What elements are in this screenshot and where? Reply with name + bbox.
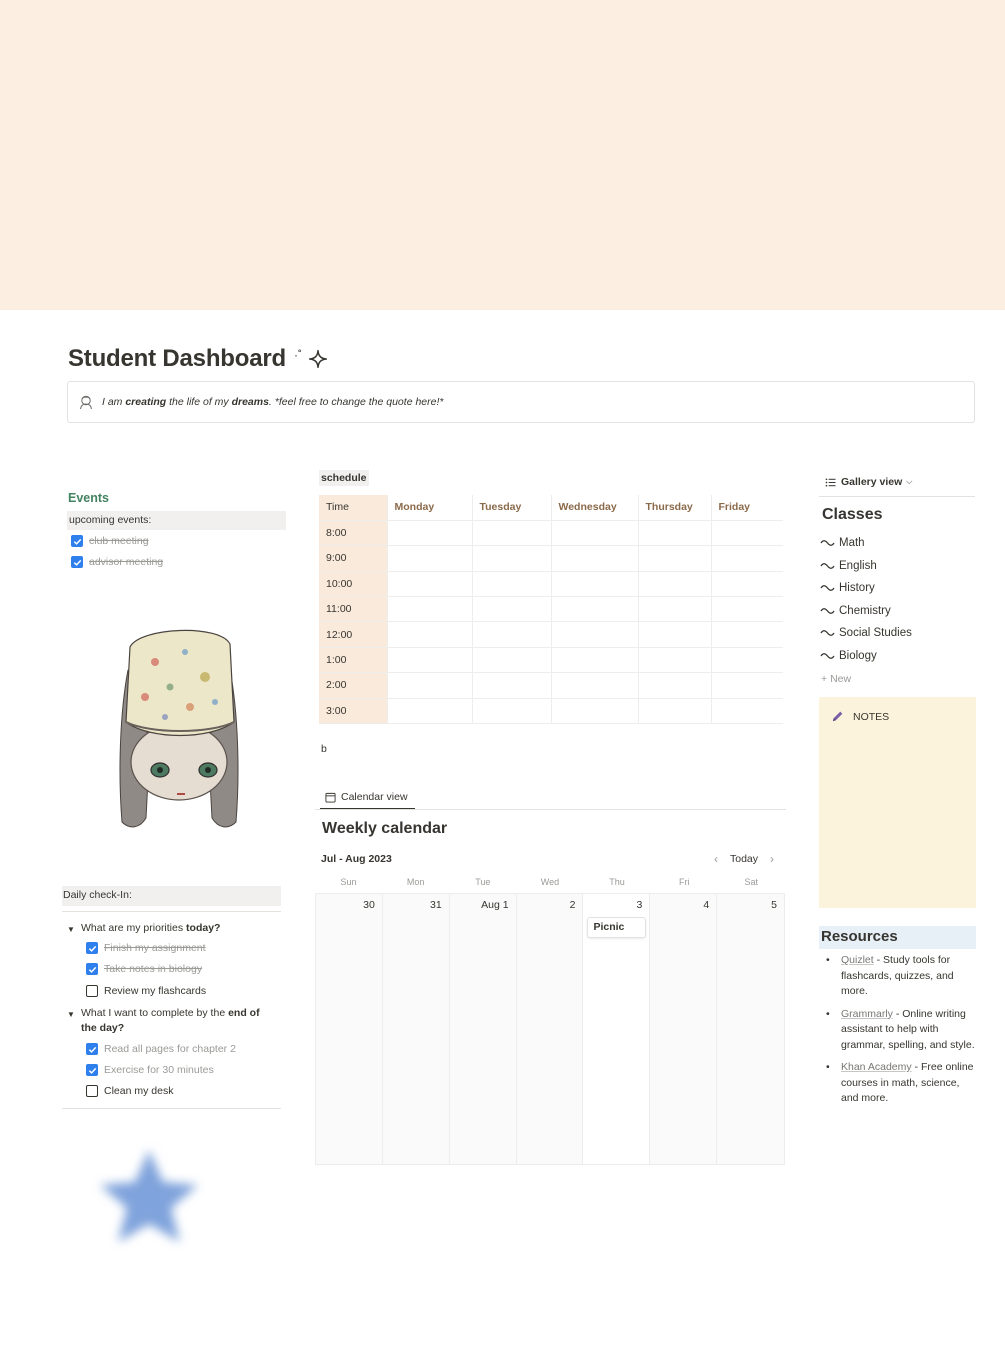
- table-cell[interactable]: [638, 597, 711, 622]
- table-cell[interactable]: [638, 698, 711, 723]
- title-decoration: ·˚: [293, 348, 302, 362]
- notes-callout[interactable]: [819, 697, 976, 908]
- table-cell[interactable]: [638, 546, 711, 571]
- list-item: • Quizlet - Study tools for flashcards, quizzes, and more.: [826, 954, 954, 997]
- table-cell[interactable]: [711, 571, 783, 596]
- calendar-day-cell[interactable]: [650, 894, 717, 1164]
- wave-icon: [820, 629, 835, 637]
- schedule-table: [319, 495, 783, 724]
- resources-list: [825, 953, 975, 1114]
- weekday-label: Fri: [678, 877, 690, 887]
- sparkle-icon: [308, 349, 328, 369]
- calendar-month: Jul - Aug 2023: [321, 853, 392, 865]
- calendar-day-cell[interactable]: [517, 894, 584, 1164]
- toggle-triangle-icon[interactable]: ▼: [67, 1010, 75, 1019]
- list-item: • Grammarly - Online writing assistant to help with grammar, spelling, and style.: [826, 1007, 975, 1051]
- list-item: • Khan Academy - Free online courses in math, science, and more.: [826, 1061, 974, 1104]
- table-cell[interactable]: [711, 622, 783, 647]
- table-cell[interactable]: [387, 597, 472, 622]
- person-icon: [78, 394, 94, 410]
- table-cell[interactable]: [551, 673, 638, 698]
- calendar-event-card[interactable]: Picnic: [587, 917, 646, 938]
- table-cell[interactable]: [551, 520, 638, 545]
- date-number: Aug 1: [481, 899, 509, 911]
- weekday-label: Mon: [406, 877, 425, 887]
- date-number: 4: [703, 899, 710, 911]
- checkbox-unchecked[interactable]: [86, 1085, 98, 1097]
- table-cell[interactable]: [472, 520, 551, 545]
- class-item[interactable]: [820, 537, 865, 549]
- column-header[interactable]: Time: [319, 495, 387, 520]
- chevron-left-icon[interactable]: ‹: [714, 852, 718, 866]
- table-cell[interactable]: [387, 647, 472, 672]
- toggle-end-of-day[interactable]: [67, 1006, 277, 1036]
- class-label: English: [839, 560, 877, 572]
- class-item[interactable]: [820, 560, 877, 572]
- divider: [62, 1108, 281, 1109]
- toggle-triangle-icon[interactable]: ▼: [67, 925, 75, 934]
- table-cell[interactable]: [711, 597, 783, 622]
- events-heading: Events: [68, 491, 109, 505]
- time-cell[interactable]: 2:00: [319, 673, 387, 698]
- divider: [315, 809, 786, 810]
- table-cell[interactable]: [472, 571, 551, 596]
- weekday-label: Sat: [744, 877, 759, 887]
- table-cell[interactable]: [711, 698, 783, 723]
- goal-todo[interactable]: [86, 1064, 214, 1076]
- event-todo[interactable]: [71, 535, 149, 547]
- calendar-grid: [315, 893, 785, 1165]
- resources-heading: Resources: [819, 926, 976, 949]
- wave-icon: [820, 562, 835, 570]
- date-number: 30: [363, 899, 375, 911]
- resource-link[interactable]: Khan Academy: [841, 1061, 912, 1073]
- goal-todo[interactable]: [86, 1043, 236, 1055]
- page-title: Student Dashboard: [68, 345, 286, 372]
- class-item[interactable]: [820, 605, 891, 617]
- weekday-label: Sun: [340, 877, 357, 887]
- notes-label: NOTES: [853, 710, 890, 723]
- checkbox-checked[interactable]: [86, 942, 98, 954]
- table-cell[interactable]: [472, 597, 551, 622]
- text-block[interactable]: b: [321, 743, 327, 755]
- checkbox-unchecked[interactable]: [86, 985, 98, 997]
- table-cell[interactable]: [472, 647, 551, 672]
- calendar-icon: [325, 792, 336, 803]
- wave-icon: [820, 607, 835, 615]
- table-cell[interactable]: [387, 673, 472, 698]
- calendar-title: Weekly calendar: [322, 820, 448, 837]
- priority-todo[interactable]: [86, 963, 202, 975]
- schedule-label: schedule: [321, 472, 367, 484]
- calendar-nav: [714, 852, 774, 866]
- chevron-right-icon[interactable]: ›: [770, 852, 775, 866]
- table-cell[interactable]: [638, 673, 711, 698]
- class-item[interactable]: [820, 650, 877, 662]
- table-cell[interactable]: [638, 647, 711, 672]
- resource-link[interactable]: Quizlet: [841, 954, 874, 966]
- table-cell[interactable]: [638, 622, 711, 647]
- checkbox-checked[interactable]: [71, 535, 83, 547]
- time-cell[interactable]: 3:00: [319, 698, 387, 723]
- time-cell[interactable]: 11:00: [319, 597, 387, 622]
- toggle-label: What I want to complete by the end of the day?: [81, 1007, 260, 1034]
- cover-banner: [0, 0, 1005, 310]
- column-header[interactable]: Wednesday: [551, 495, 638, 520]
- class-label: Math: [839, 537, 865, 549]
- quote-callout[interactable]: [67, 381, 975, 423]
- calendar-day-cell[interactable]: [450, 894, 517, 1164]
- class-label: Biology: [839, 650, 877, 662]
- gallery-view-button[interactable]: [825, 476, 912, 488]
- checkbox-checked[interactable]: [86, 963, 98, 975]
- doll-drawing-image: [110, 622, 248, 836]
- time-cell[interactable]: 8:00: [319, 520, 387, 545]
- table-cell[interactable]: [638, 571, 711, 596]
- table-cell[interactable]: [387, 520, 472, 545]
- table-cell[interactable]: [387, 698, 472, 723]
- class-label: History: [839, 582, 875, 594]
- table-cell[interactable]: [551, 571, 638, 596]
- table-cell[interactable]: [472, 546, 551, 571]
- class-label: Chemistry: [839, 605, 891, 617]
- classes-heading: Classes: [822, 506, 883, 523]
- weekday-label: Thu: [609, 877, 625, 887]
- tab-calendar-view[interactable]: [320, 786, 415, 810]
- todo-label: Review my flashcards: [104, 985, 207, 997]
- table-cell[interactable]: [711, 546, 783, 571]
- wave-icon: [820, 539, 835, 547]
- checkbox-checked[interactable]: [86, 1064, 98, 1076]
- table-cell[interactable]: [551, 546, 638, 571]
- goal-todo[interactable]: [86, 1085, 173, 1097]
- resource-link[interactable]: Grammarly: [841, 1007, 893, 1020]
- column-header[interactable]: Thursday: [638, 495, 711, 520]
- todo-label: club meeting: [89, 535, 149, 547]
- upcoming-events-label: upcoming events:: [67, 511, 286, 530]
- tab-label: Calendar view: [341, 791, 408, 803]
- table-cell[interactable]: [551, 622, 638, 647]
- class-item[interactable]: [820, 582, 875, 594]
- calendar-day-cell[interactable]: [383, 894, 450, 1164]
- column-header[interactable]: Tuesday: [472, 495, 551, 520]
- todo-label: Take notes in biology: [104, 963, 203, 975]
- checkbox-checked[interactable]: [86, 1043, 98, 1055]
- table-cell[interactable]: [387, 622, 472, 647]
- todo-label: Exercise for 30 minutes: [104, 1064, 214, 1076]
- calendar-day-cell[interactable]: [717, 894, 784, 1164]
- view-label: Gallery view: [841, 476, 903, 488]
- table-cell[interactable]: [711, 647, 783, 672]
- wave-icon: [820, 652, 835, 660]
- quote-text: I am creating the life of my dreams. *feel free to change the quote here!*: [102, 396, 444, 408]
- table-cell[interactable]: [711, 673, 783, 698]
- table-cell[interactable]: [638, 520, 711, 545]
- new-class-button[interactable]: + New: [821, 673, 852, 685]
- event-todo[interactable]: [71, 556, 163, 568]
- time-cell[interactable]: 12:00: [319, 622, 387, 647]
- chevron-down-icon: ⌵: [906, 477, 913, 486]
- daily-checkin-label: Daily check-In:: [62, 886, 281, 906]
- plus-icon: +: [821, 673, 831, 685]
- notes-header: [831, 710, 889, 723]
- column-header[interactable]: Friday: [711, 495, 783, 520]
- time-cell[interactable]: 9:00: [319, 546, 387, 571]
- table-cell[interactable]: [551, 647, 638, 672]
- page-title-row: [68, 342, 328, 376]
- blurred-star-image: [62, 1128, 237, 1268]
- list-icon: [825, 477, 836, 488]
- table-cell[interactable]: [472, 673, 551, 698]
- checkbox-checked[interactable]: [71, 556, 83, 568]
- todo-label: Read all pages for chapter 2: [104, 1043, 236, 1055]
- calendar-day-cell[interactable]: [583, 894, 650, 1164]
- class-item[interactable]: [820, 627, 912, 639]
- table-cell[interactable]: [387, 546, 472, 571]
- toggle-priorities[interactable]: [67, 921, 277, 937]
- toggle-label: What are my priorities today?: [81, 922, 221, 934]
- column-header[interactable]: Monday: [387, 495, 472, 520]
- weekday-label: Wed: [540, 877, 560, 887]
- table-cell[interactable]: [472, 622, 551, 647]
- table-cell[interactable]: [551, 597, 638, 622]
- date-number: 2: [569, 899, 576, 911]
- date-number: 3: [636, 899, 643, 911]
- priority-todo[interactable]: [86, 985, 206, 997]
- today-button[interactable]: Today: [730, 853, 759, 865]
- table-cell[interactable]: [551, 698, 638, 723]
- time-cell[interactable]: 10:00: [319, 571, 387, 596]
- class-label: Social Studies: [839, 627, 912, 639]
- weekday-header: [315, 877, 785, 887]
- wave-icon: [820, 584, 835, 592]
- todo-label: advisor meeting: [89, 556, 164, 568]
- date-number: 5: [771, 899, 778, 911]
- todo-label: Finish my assignment: [104, 942, 206, 954]
- todo-label: Clean my desk: [104, 1085, 174, 1097]
- divider: [62, 911, 281, 912]
- pencil-icon: [831, 710, 844, 723]
- table-cell[interactable]: [472, 698, 551, 723]
- weekday-label: Tue: [475, 877, 491, 887]
- priority-todo[interactable]: [86, 942, 206, 954]
- date-number: 31: [430, 899, 442, 911]
- divider: [819, 496, 975, 497]
- table-cell[interactable]: [711, 520, 783, 545]
- time-cell[interactable]: 1:00: [319, 647, 387, 672]
- calendar-day-cell[interactable]: [316, 894, 383, 1164]
- table-cell[interactable]: [387, 571, 472, 596]
